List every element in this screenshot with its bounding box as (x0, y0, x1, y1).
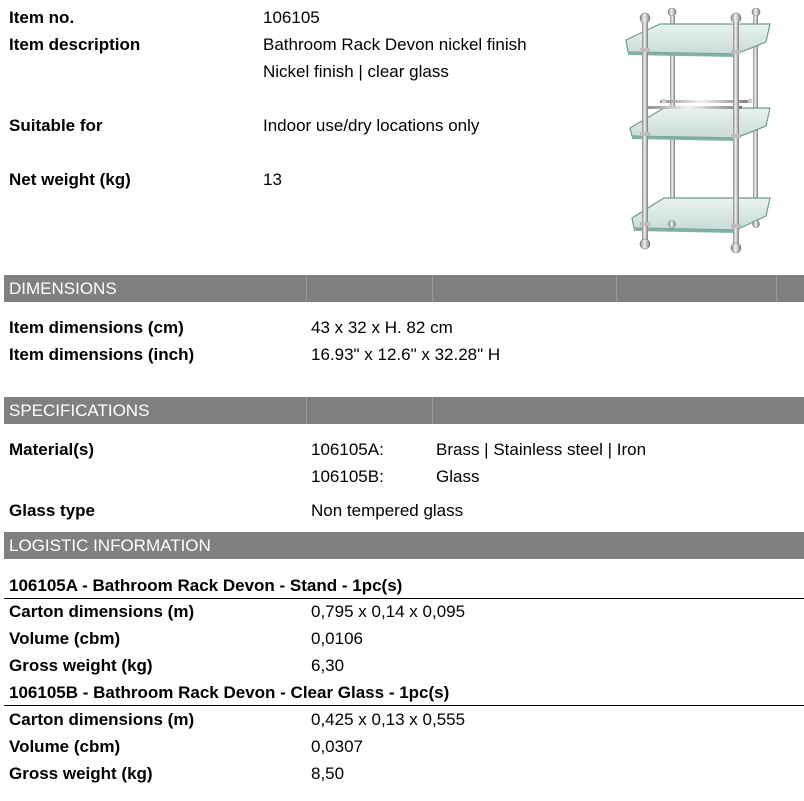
item-dimensions-inch-value: 16.93" x 12.6" x 32.28" H (311, 345, 501, 364)
volume-label: Volume (cbm) (9, 629, 121, 648)
suitable-for-value: Indoor use/dry locations only (263, 116, 480, 135)
item-no-label: Item no. (9, 8, 75, 27)
package-title: 106105B - Bathroom Rack Devon - Clear Glass - 1pc(s) (9, 683, 450, 702)
item-dimensions-inch-label: Item dimensions (inch) (9, 345, 195, 364)
specifications-section-bar (4, 397, 804, 424)
material-code: 106105A: (311, 440, 384, 459)
item-dimensions-cm-label: Item dimensions (cm) (9, 318, 184, 337)
product-image (620, 8, 780, 258)
item-description-line1: Bathroom Rack Devon nickel finish (263, 35, 527, 54)
volume-label: Volume (cbm) (9, 737, 121, 756)
carton-dimensions-label: Carton dimensions (m) (9, 602, 195, 621)
volume-value: 0,0307 (311, 737, 363, 756)
material-value: Brass | Stainless steel | Iron (436, 440, 647, 459)
gross-weight-label: Gross weight (kg) (9, 656, 153, 675)
glass-type-value: Non tempered glass (311, 501, 464, 520)
package-title: 106105A - Bathroom Rack Devon - Stand - 1pc(s) (9, 576, 403, 595)
gross-weight-value: 8,50 (311, 764, 345, 783)
item-dimensions-cm-value: 43 x 32 x H. 82 cm (311, 318, 453, 337)
suitable-for-label: Suitable for (9, 116, 103, 135)
logistic-section-bar (4, 532, 804, 559)
item-no-value: 106105 (263, 8, 320, 27)
glass-type-label: Glass type (9, 501, 95, 520)
gross-weight-value: 6,30 (311, 656, 345, 675)
gross-weight-label: Gross weight (kg) (9, 764, 153, 783)
package-divider (4, 598, 804, 599)
material-code: 106105B: (311, 467, 384, 486)
carton-dimensions-value: 0,425 x 0,13 x 0,555 (311, 710, 466, 729)
material-value: Glass (436, 467, 480, 486)
logistic-section-title: LOGISTIC INFORMATION (9, 536, 211, 555)
item-description-line2: Nickel finish | clear glass (263, 62, 449, 81)
volume-value: 0,0106 (311, 629, 363, 648)
specifications-section-title: SPECIFICATIONS (9, 401, 150, 420)
materials-label: Material(s) (9, 440, 95, 459)
net-weight-label: Net weight (kg) (9, 170, 131, 189)
package-divider (4, 705, 804, 706)
dimensions-section-title: DIMENSIONS (9, 279, 117, 298)
dimensions-section-bar (4, 275, 804, 302)
carton-dimensions-label: Carton dimensions (m) (9, 710, 195, 729)
net-weight-value: 13 (263, 170, 282, 189)
item-description-label: Item description (9, 35, 141, 54)
carton-dimensions-value: 0,795 x 0,14 x 0,095 (311, 602, 466, 621)
